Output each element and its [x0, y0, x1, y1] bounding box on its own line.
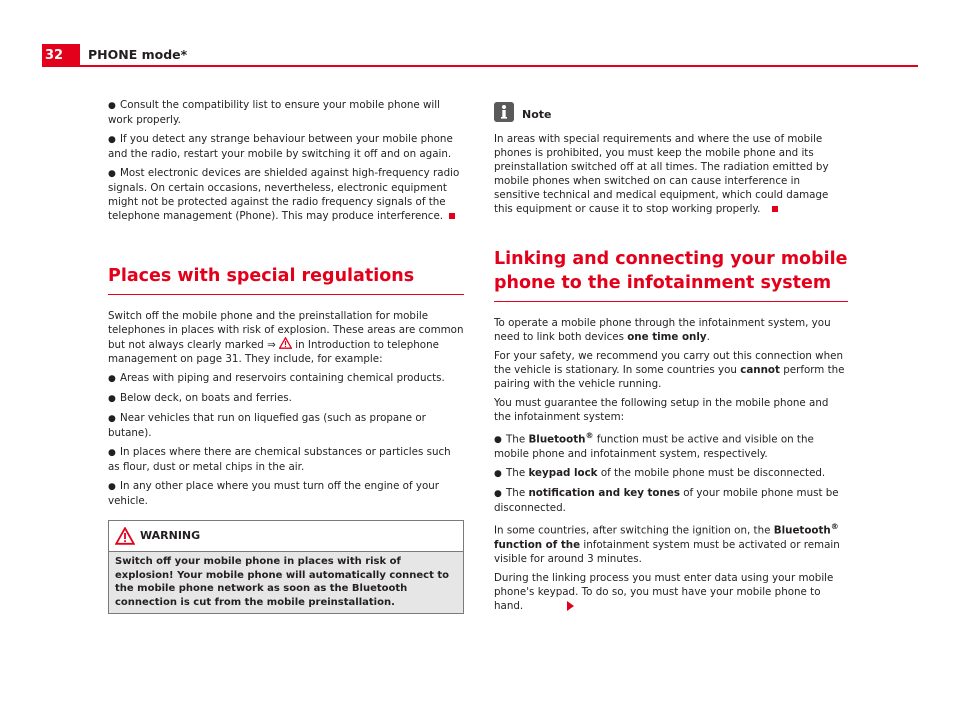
paragraph: During the linking process you must enter data using your mobile phone's keypad. To do so, you must have your mobile phone to hand.: [494, 571, 834, 612]
list-item: ● Consult the compatibility list to ensure your mobile phone will work properly.: [108, 99, 441, 126]
warning-label: WARNING: [140, 529, 201, 542]
list-item: ● In any other place where you must turn off the engine of your vehicle.: [108, 480, 440, 507]
bullet-icon: ●: [108, 482, 116, 492]
bullet-icon: ●: [494, 489, 502, 500]
list-item: ● Areas with piping and reservoirs containing chemical products.: [108, 372, 445, 384]
section-title: Linking and connecting your mobile phone to the infotainment system: [494, 249, 848, 293]
paragraph: In some countries, after switching the ignition on, the Bluetooth® function of the infotainment system must be activated or remain visible for around 3 minutes.: [494, 522, 840, 565]
section-end-icon: [449, 213, 455, 219]
paragraph: You must guarantee the following setup in the mobile phone and the infotainment system:: [494, 397, 829, 423]
continue-arrow-icon: [567, 601, 574, 611]
warning-text: Switch off your mobile phone in places with risk of explosion! Your mobile phone will automatically connect to the mobile phone network as soon as the Bluetooth connection is cut from the mobile preinstallation.: [109, 551, 463, 613]
section-rule: [108, 294, 464, 295]
bullet-icon: ●: [108, 394, 116, 404]
bullet-icon: ●: [108, 169, 116, 179]
list-item: ● Near vehicles that run on liquefied gas (such as propane or butane).: [108, 412, 426, 439]
left-column: [108, 98, 464, 614]
right-column: [494, 108, 848, 618]
warning-triangle-icon: [115, 527, 135, 545]
bullet-icon: ●: [494, 469, 502, 480]
paragraph: To operate a mobile phone through the infotainment system, you need to link both devices one time only.: [494, 317, 831, 343]
paragraph: For your safety, we recommend you carry out this connection when the vehicle is stationary. In some countries you cannot perform the pairing with the vehicle running.: [494, 350, 845, 390]
warning-triangle-icon: [279, 337, 292, 349]
intro-paragraph: Switch off the mobile phone and the preinstallation for mobile telephones in places with risk of explosion. These areas are common but not always clearly marked ⇒ in Introduction to telephone management on page 31. They include, for example:: [108, 310, 464, 365]
bullet-icon: ●: [108, 101, 116, 111]
warning-header: [109, 521, 463, 551]
section-title: Places with special regulations: [108, 266, 415, 286]
header-rule: [80, 65, 918, 67]
bullet-icon: ●: [108, 414, 116, 424]
note-label: Note: [522, 108, 552, 121]
note-header: [494, 108, 848, 130]
page-number: 32: [42, 44, 80, 67]
bullet-icon: ●: [108, 374, 116, 384]
bullet-icon: ●: [494, 435, 502, 446]
list-item: ● The notification and key tones of your mobile phone must be disconnected.: [494, 487, 839, 515]
bullet-icon: ●: [108, 135, 116, 145]
chapter-title: PHONE mode*: [88, 47, 188, 62]
section-rule: [494, 301, 848, 302]
warning-box: [108, 520, 464, 614]
list-item: ● If you detect any strange behaviour between your mobile phone and the radio, restart your mobile by switching it off and on again.: [108, 133, 453, 160]
list-item: ● The Bluetooth® function must be active and visible on the mobile phone and infotainment system, respectively.: [494, 431, 814, 461]
list-item: ● Below deck, on boats and ferries.: [108, 392, 292, 404]
bullet-icon: ●: [108, 448, 116, 458]
section-end-icon: [772, 206, 778, 212]
list-item: ● The keypad lock of the mobile phone must be disconnected.: [494, 467, 826, 480]
info-icon: [494, 102, 514, 122]
list-item: ● In places where there are chemical substances or particles such as flour, dust or metal chips in the air.: [108, 446, 451, 473]
note-text: In areas with special requirements and where the use of mobile phones is prohibited, you must keep the mobile phone and its preinstallation switched off at all times. The radiation emitted by mobile phones when switched on can cause interference in sensitive technical and medical equipment, which could damage this equipment or cause it to stop working properly.: [494, 133, 829, 215]
list-item: ● Most electronic devices are shielded against high-frequency radio signals. On certain occasions, nevertheless, electronic equipment might not be protected against the radio frequency signals of the telephone management (Phone). This may produce interference.: [108, 167, 460, 222]
